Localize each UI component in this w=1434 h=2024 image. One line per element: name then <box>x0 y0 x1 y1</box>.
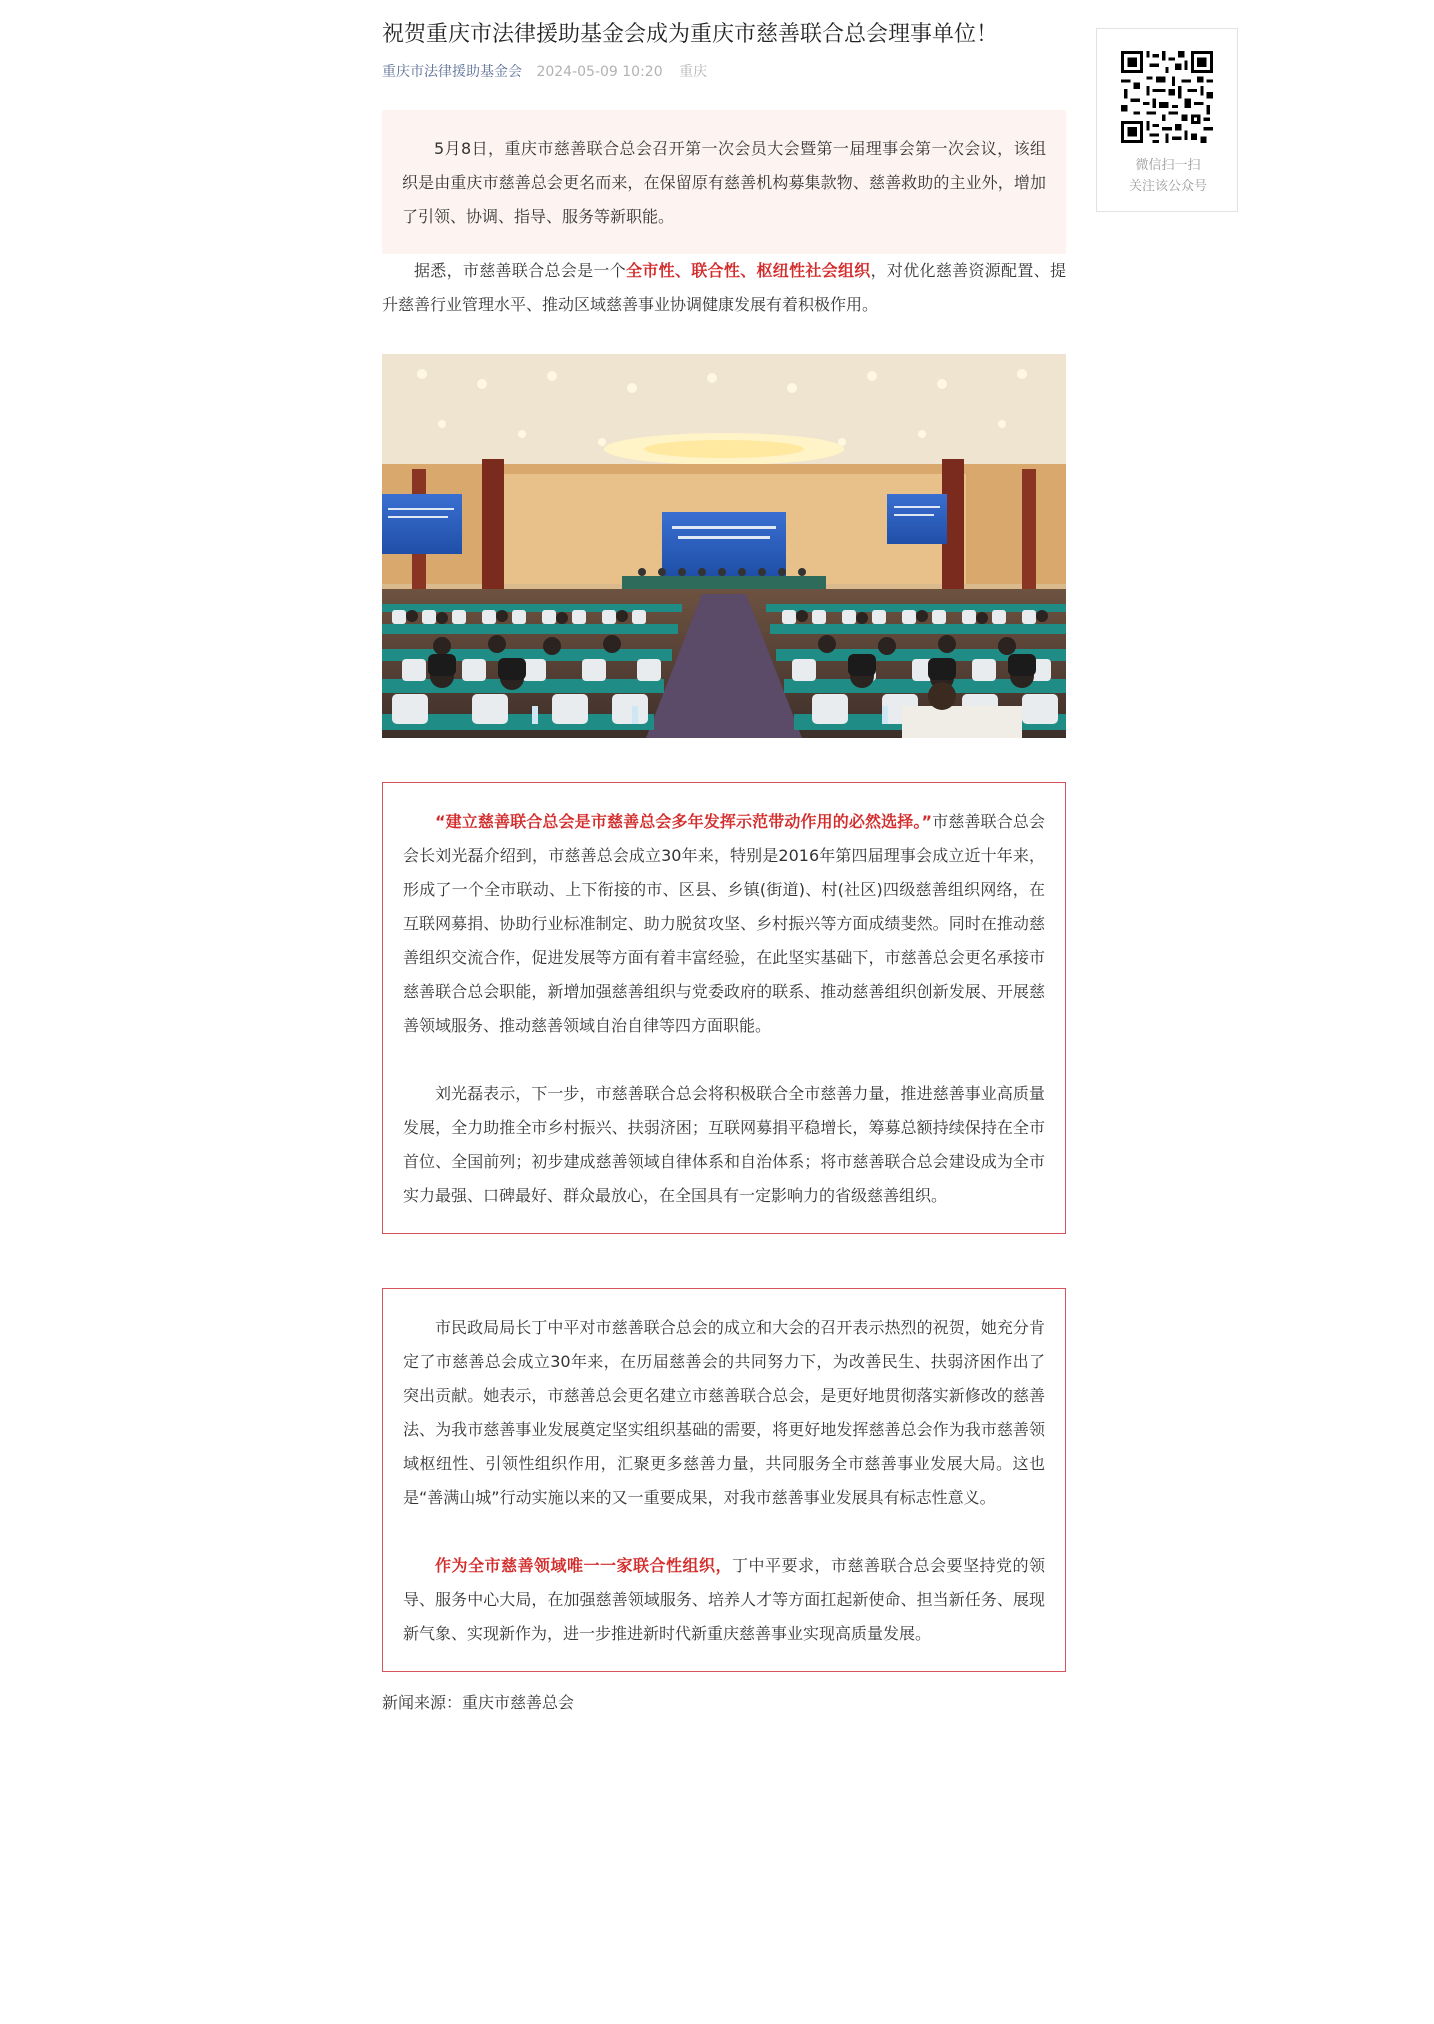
chairman-paragraph <box>403 805 1045 1043</box>
news-source: 新闻来源：重庆市慈善总会 <box>382 1693 575 1712</box>
qr-caption <box>1097 155 1239 197</box>
qr-card <box>1096 28 1238 212</box>
director-highlight: 作为全市慈善领域唯一一家联合性组织， <box>435 1556 732 1575</box>
chairman-quote: “建立慈善联合总会是市慈善总会多年发挥示范带动作用的必然选择。” <box>435 812 933 831</box>
intro-paragraph: 5月8日，重庆市慈善联合总会召开第一次会员大会暨第一届理事会第一次会议，该组织是由重庆市慈善总会更名而来，在保留原有慈善机构募集款物、慈善救助的主业外，增加了引领、协调、指导、服务等新职能。 <box>402 139 1046 226</box>
qr-caption-line2: 关注该公众号 <box>1128 179 1207 194</box>
chairman-text: 市慈善联合总会会长刘光磊介绍到，市慈善总会成立30年来，特别是2016年第四届理事会成立近十年来，形成了一个全市联动、上下衔接的市、区县、乡镇(街道)、村(社区)四级慈善组织网络，在互联网募捐、协助行业标准制定、助力脱贫攻坚、乡村振兴等方面成绩斐然。同时在推动慈善组织交流合作，促进发展等方面有着丰富经验，在此坚实基础下，市慈善总会更名承接市慈善联合总会职能，新增加强慈善组织与党委政府的联系、推动慈善组织创新发展、开展慈善领域服务、推动慈善领域自治自律等四方面职能。 <box>403 812 1045 1035</box>
intro-box <box>382 110 1066 254</box>
director-paragraph: 市民政局局长丁中平对市慈善联合总会的成立和大会的召开表示热烈的祝贺，她充分肯定了市慈善总会成立30年来，在历届慈善会的共同努力下，为改善民生、扶弱济困作出了突出贡献。她表示，市慈善总会更名建立市慈善联合总会，是更好地贯彻落实新修改的慈善法、为我市慈善事业发展奠定坚实组织基础的需要，将更好地发挥慈善总会作为我市慈善领域枢纽性、引领性组织作用，汇聚更多慈善力量，共同服务全市慈善事业发展大局。这也是“善满山城”行动实施以来的又一重要成果，对我市慈善事业发展具有标志性意义。 <box>403 1318 1045 1507</box>
qr-code-icon <box>1121 51 1213 143</box>
lead-paragraph <box>382 254 1066 322</box>
director-request-paragraph <box>403 1549 1045 1651</box>
chairman-plan-paragraph: 刘光磊表示，下一步，市慈善联合总会将积极联合全市慈善力量，推进慈善事业高质量发展，全力助推全市乡村振兴、扶弱济困；互联网募捐平稳增长，筹募总额持续保持在全市首位、全国前列；初步建成慈善领域自律体系和自治体系；将市慈善联合总会建设成为全市实力最强、口碑最好、群众最放心，在全国具有一定影响力的省级慈善组织。 <box>403 1084 1045 1205</box>
publish-location: 重庆 <box>679 64 708 80</box>
article-meta <box>382 62 1066 82</box>
lead-highlight: 全市性、联合性、枢纽性社会组织 <box>626 261 871 280</box>
lead-text-after: ，对优化慈善资源配置、提升慈善行业管理水平、推动区域慈善事业协调健康发展有着积极作用。 <box>382 261 1066 314</box>
quote-box-chairman <box>382 782 1066 1234</box>
article-title: 祝贺重庆市法律援助基金会成为重庆市慈善联合总会理事单位！ <box>382 22 999 47</box>
article <box>382 18 1066 1716</box>
quote-box-director <box>382 1288 1066 1672</box>
meeting-photo <box>382 354 1066 738</box>
director-request-text: 丁中平要求，市慈善联合总会要坚持党的领导、服务中心大局，在加强慈善领域服务、培养人才等方面扛起新使命、担当新任务、展现新气象、实现新作为，进一步推进新时代新重庆慈善事业实现高质量发展。 <box>403 1556 1045 1643</box>
qr-caption-line1: 微信扫一扫 <box>1135 158 1201 173</box>
publish-date: 2024-05-09 10:20 <box>536 64 663 80</box>
author-link[interactable]: 重庆市法律援助基金会 <box>382 64 522 80</box>
lead-text-before: 据悉，市慈善联合总会是一个 <box>414 261 626 280</box>
